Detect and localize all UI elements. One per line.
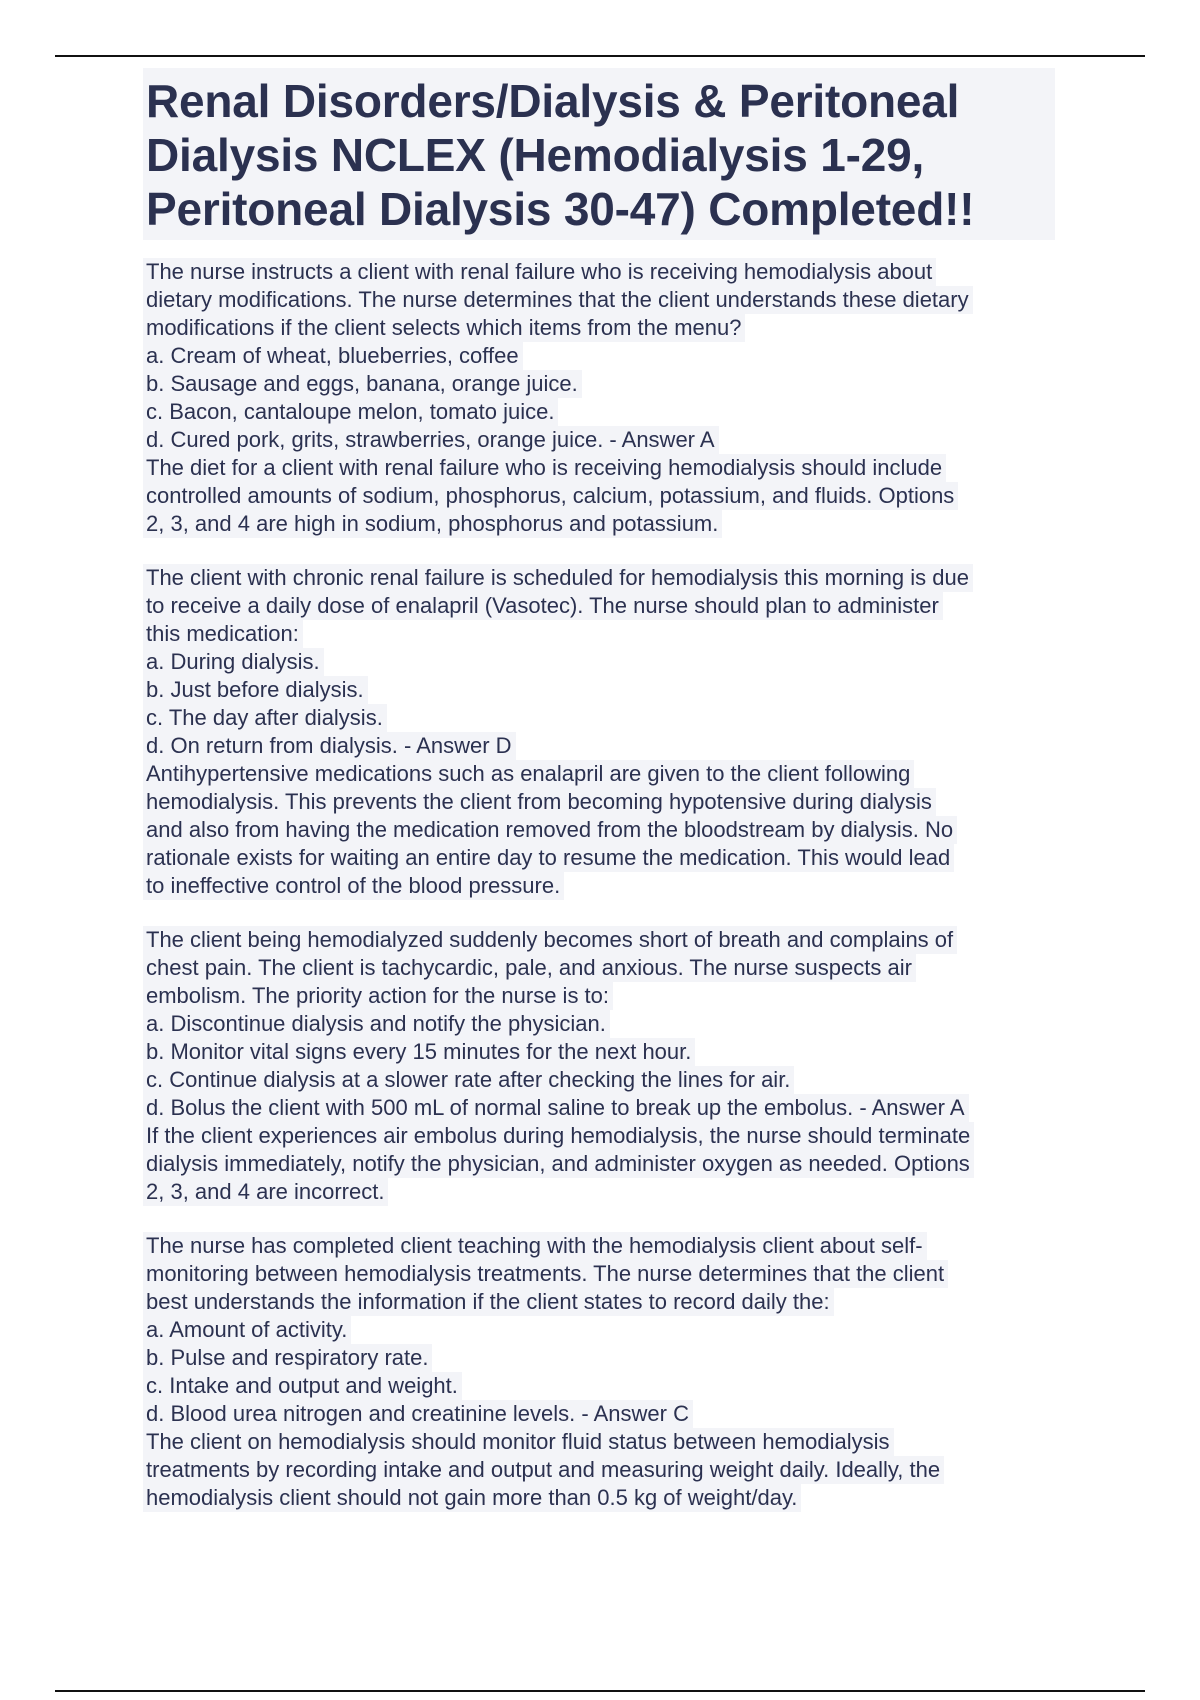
question-block-3 (143, 926, 1055, 1206)
option-line: b. Just before dialysis. (143, 676, 368, 704)
rationale-line: If the client experiences air embolus during hemodialysis, the nurse should terminate (143, 1122, 974, 1150)
rationale-line: and also from having the medication removed from the bloodstream by dialysis. No (143, 816, 957, 844)
rationale-line: The diet for a client with renal failure who is receiving hemodialysis should include (143, 454, 946, 482)
rationale-line: controlled amounts of sodium, phosphorus, calcium, potassium, and fluids. Options (143, 482, 958, 510)
rationale-line: treatments by recording intake and output and measuring weight daily. Ideally, the (143, 1456, 944, 1484)
option-line: c. Bacon, cantaloupe melon, tomato juice. (143, 398, 558, 426)
document-title (143, 68, 1055, 240)
question-block-4 (143, 1232, 1055, 1512)
text-line: embolism. The priority action for the nurse is to: (143, 982, 613, 1010)
option-line: c. Intake and output and weight. (143, 1372, 462, 1400)
answer-line: d. Bolus the client with 500 mL of normal saline to break up the embolus. - Answer A (143, 1094, 969, 1122)
top-rule (55, 55, 1145, 57)
option-line: b. Monitor vital signs every 15 minutes for the next hour. (143, 1038, 695, 1066)
text-line: The client with chronic renal failure is scheduled for hemodialysis this morning is due (143, 564, 973, 592)
option-line: a. Discontinue dialysis and notify the physician. (143, 1010, 610, 1038)
rationale-line: The client on hemodialysis should monitor fluid status between hemodialysis (143, 1428, 894, 1456)
title-line: Peritoneal Dialysis 30-47) Completed!! (146, 183, 975, 235)
rationale-line: to ineffective control of the blood pressure. (143, 872, 564, 900)
option-line: a. Amount of activity. (143, 1316, 351, 1344)
answer-line: d. Blood urea nitrogen and creatinine levels. - Answer C (143, 1400, 693, 1428)
rationale-line: rationale exists for waiting an entire day to resume the medication. This would lead (143, 844, 954, 872)
bottom-rule (55, 1690, 1145, 1692)
rationale-line: Antihypertensive medications such as enalapril are given to the client following (143, 760, 914, 788)
question-block-2 (143, 564, 1055, 900)
text-line: to receive a daily dose of enalapril (Vasotec). The nurse should plan to administer (143, 592, 943, 620)
text-line: chest pain. The client is tachycardic, pale, and anxious. The nurse suspects air (143, 954, 916, 982)
rationale-line: 2, 3, and 4 are high in sodium, phosphorus and potassium. (143, 510, 722, 538)
option-line: a. During dialysis. (143, 648, 324, 676)
question-block-1 (143, 258, 1055, 538)
rationale-line: hemodialysis client should not gain more than 0.5 kg of weight/day. (143, 1484, 801, 1512)
rationale-line: hemodialysis. This prevents the client from becoming hypotensive during dialysis (143, 788, 936, 816)
text-line: The nurse instructs a client with renal failure who is receiving hemodialysis about (143, 258, 936, 286)
page-content (143, 68, 1055, 1538)
text-line: The client being hemodialyzed suddenly becomes short of breath and complains of (143, 926, 957, 954)
title-line: Dialysis NCLEX (Hemodialysis 1-29, (146, 129, 925, 181)
rationale-line: 2, 3, and 4 are incorrect. (143, 1178, 388, 1206)
text-line: monitoring between hemodialysis treatments. The nurse determines that the client (143, 1260, 948, 1288)
answer-line: d. Cured pork, grits, strawberries, orange juice. - Answer A (143, 426, 719, 454)
text-line: modifications if the client selects which items from the menu? (143, 314, 745, 342)
rationale-line: dialysis immediately, notify the physician, and administer oxygen as needed. Options (143, 1150, 974, 1178)
title-line: Renal Disorders/Dialysis & Peritoneal (146, 75, 960, 127)
text-line: this medication: (143, 620, 303, 648)
option-line: c. The day after dialysis. (143, 704, 387, 732)
text-line: dietary modifications. The nurse determines that the client understands these dietary (143, 286, 973, 314)
option-line: b. Pulse and respiratory rate. (143, 1344, 432, 1372)
option-line: b. Sausage and eggs, banana, orange juice. (143, 370, 582, 398)
text-line: best understands the information if the client states to record daily the: (143, 1288, 834, 1316)
option-line: a. Cream of wheat, blueberries, coffee (143, 342, 523, 370)
text-line: The nurse has completed client teaching with the hemodialysis client about self- (143, 1232, 927, 1260)
answer-line: d. On return from dialysis. - Answer D (143, 732, 516, 760)
option-line: c. Continue dialysis at a slower rate after checking the lines for air. (143, 1066, 794, 1094)
